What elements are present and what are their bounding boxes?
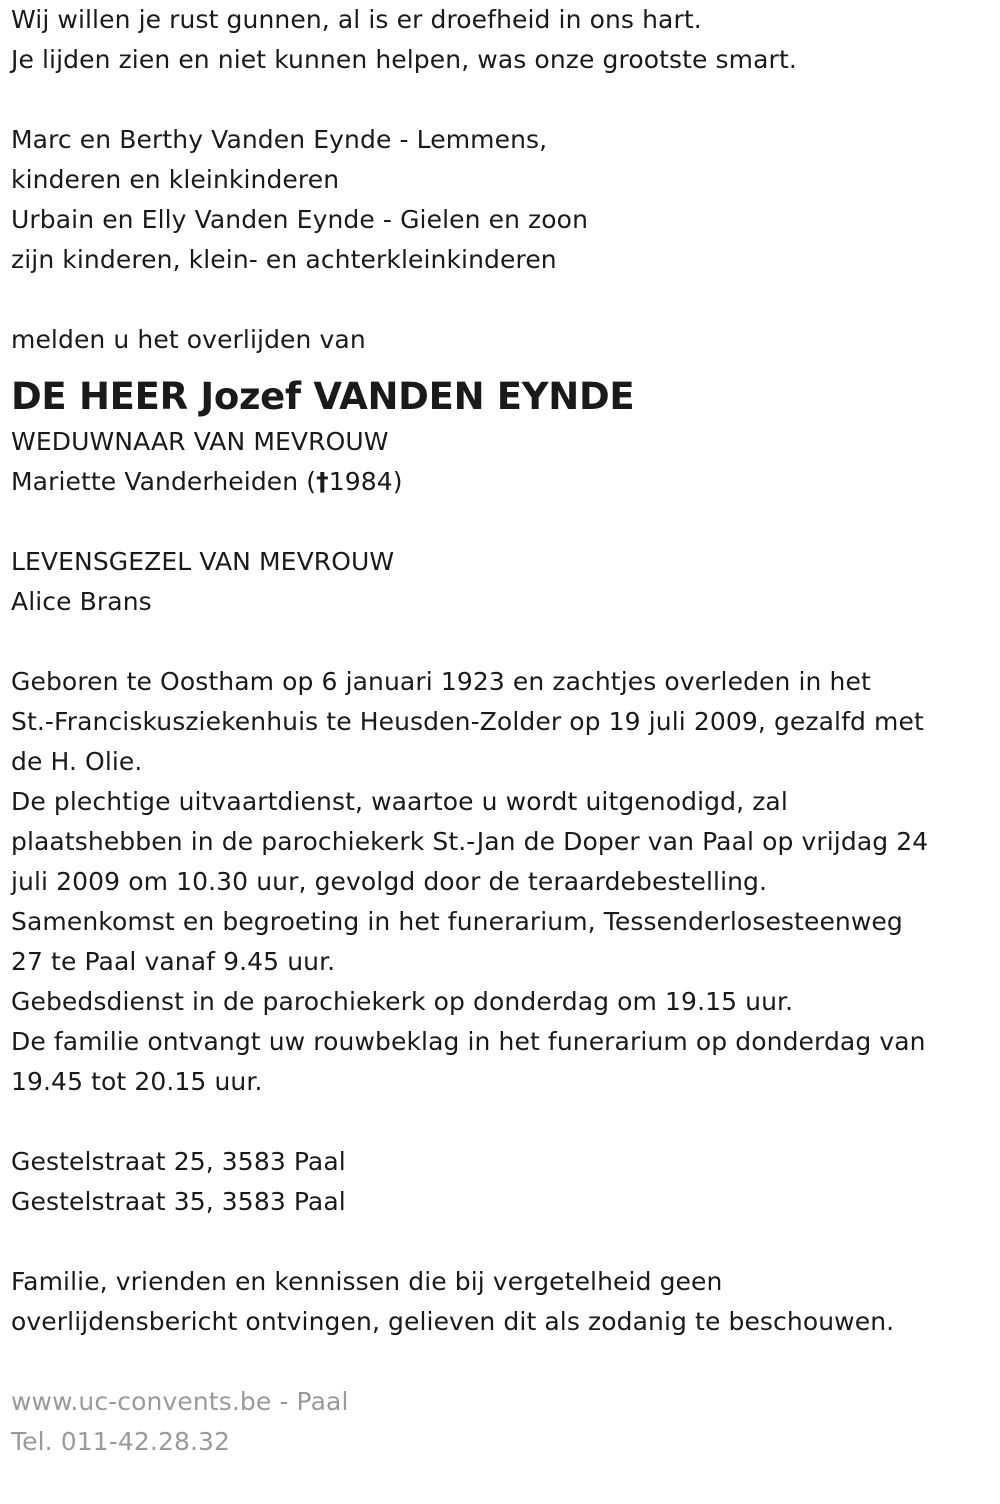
detail-line: plaatshebben in de parochiekerk St.-Jan de Doper van Paal op vrijdag 24 [11,827,929,856]
closing-line: Familie, vrienden en kennissen die bij vergetelheid geen [11,1267,723,1296]
footer-phone: Tel. 011-42.28.32 [11,1427,231,1456]
partner-label: LEVENSGEZEL VAN MEVROUW [11,547,395,576]
family-line: Urbain en Elly Vanden Eynde - Gielen en zoon [11,205,589,234]
poem-line: Wij willen je rust gunnen, al is er droefheid in ons hart. [11,5,702,34]
family-line: zijn kinderen, klein- en achterkleinkinderen [11,245,557,274]
spacer [11,280,991,320]
spacer [11,80,991,120]
spouse-line [11,462,991,502]
detail-line: 19.45 tot 20.15 uur. [11,1067,263,1096]
spouse-name: Mariette Vanderheiden ( [11,467,317,496]
detail-line: 27 te Paal vanaf 9.45 uur. [11,947,336,976]
addresses [11,1142,991,1222]
detail-line: Gebedsdienst in de parochiekerk op donderdag om 19.15 uur. [11,987,794,1016]
closing-note [11,1262,991,1342]
cross-icon: † [316,467,329,496]
closing-line: overlijdensbericht ontvingen, gelieven dit als zodanig te beschouwen. [11,1307,895,1336]
deceased-name: DE HEER Jozef VANDEN EYNDE [11,375,635,418]
address-line: Gestelstraat 35, 3583 Paal [11,1187,346,1216]
spacer [11,1342,991,1382]
detail-line: De plechtige uitvaartdienst, waartoe u wordt uitgenodigd, zal [11,787,788,816]
footer-website: www.uc-convents.be - Paal [11,1387,349,1416]
funeral-details [11,662,991,1102]
detail-line: de H. Olie. [11,747,143,776]
footer [11,1382,991,1462]
spacer [11,622,991,662]
partner-name: Alice Brans [11,587,152,616]
detail-line: St.-Franciskusziekenhuis te Heusden-Zolder op 19 juli 2009, gezalfd met [11,707,924,736]
family-line: kinderen en kleinkinderen [11,165,340,194]
spacer [11,502,991,542]
announcement-text: melden u het overlijden van [11,325,366,354]
detail-line: juli 2009 om 10.30 uur, gevolgd door de teraardebestelling. [11,867,768,896]
family-line: Marc en Berthy Vanden Eynde - Lemmens, [11,125,548,154]
widower-label: WEDUWNAAR VAN MEVROUW [11,427,389,456]
detail-line: De familie ontvangt uw rouwbeklag in het funerarium op donderdag van [11,1027,926,1056]
spacer [11,1222,991,1262]
detail-line: Geboren te Oostham op 6 januari 1923 en zachtjes overleden in het [11,667,871,696]
detail-line: Samenkomst en begroeting in het funerarium, Tessenderlosesteenweg [11,907,903,936]
poem-line: Je lijden zien en niet kunnen helpen, was onze grootste smart. [11,45,797,74]
address-line: Gestelstraat 25, 3583 Paal [11,1147,346,1176]
family-list [11,120,991,280]
spacer [11,1102,991,1142]
obituary-document [11,0,991,1462]
spouse-death-year: 1984) [328,467,403,496]
poem [11,0,991,80]
